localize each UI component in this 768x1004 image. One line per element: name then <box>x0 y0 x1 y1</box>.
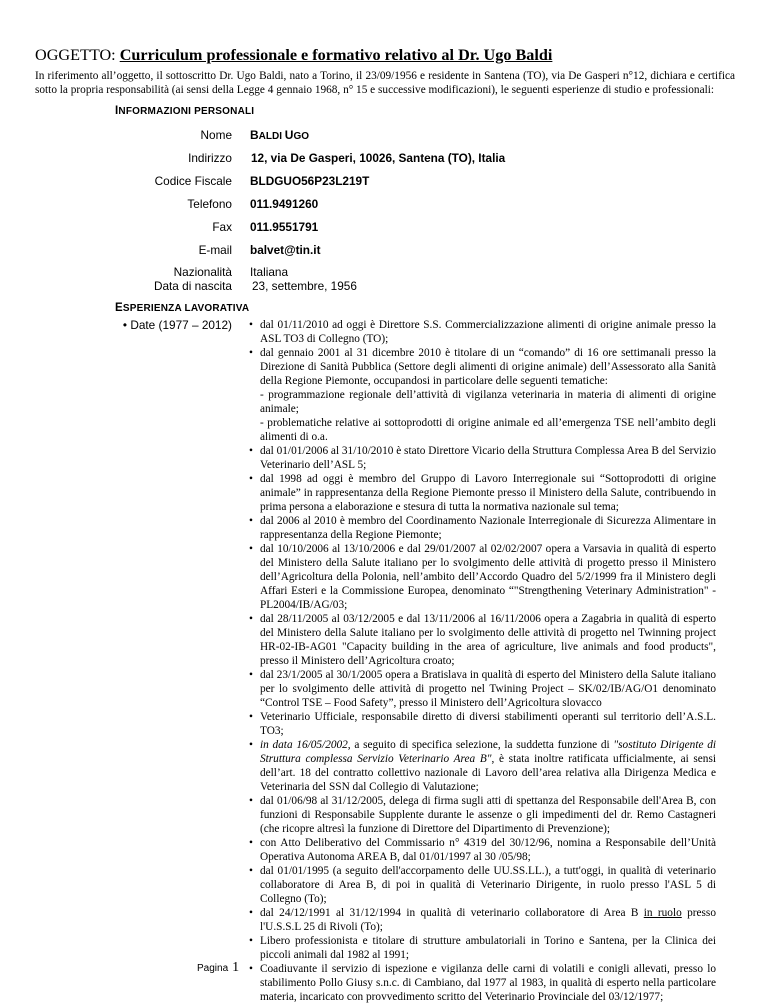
list-item: • dal 2006 al 2010 è membro del Coordinamento Nazionale Interregionale di Sicurezza Alimentare in rappresentanza della Regione Piemonte; <box>249 514 716 542</box>
document-title <box>35 46 552 65</box>
intro-paragraph: In riferimento all’oggetto, il sottoscritto Dr. Ugo Baldi, nato a Torino, il 23/09/1956 e residente in Santena (TO), via De Gasperi n°12, dichiara e certifica sotto la propria responsabilità (ai sensi della Legge 4 gennaio 1968, n° 15 e successive modificazioni), le seguenti esperienze di studio e professionali: <box>35 70 735 96</box>
title-prefix: OGGETTO: <box>35 46 120 64</box>
list-item: • dal 1998 ad oggi è membro del Gruppo di Lavoro Interregionale sui “Sottoprodotti di origine animale” in rappresentanza della Regione Piemonte presso il Ministero della Salute, contribuendo in prima persona a elaborazione e stesura di tutta la normativa nazionale sul tema; <box>249 472 716 514</box>
section-work-heading: ESPERIENZA LAVORATIVA <box>115 302 250 314</box>
label-birth-date: Data di nascita <box>153 279 232 293</box>
label-fax: Fax <box>212 220 232 234</box>
title-subject: Curriculum professionale e formativo relativo al Dr. Ugo Baldi <box>119 46 553 64</box>
value-address: 12, via De Gasperi, 10026, Santena (TO), Italia <box>251 151 506 165</box>
label-email: E-mail <box>198 243 232 257</box>
sub-item: - problematiche relative ai sottoprodotti di origine animale ed all’emergenza TSE nell’ambito degli alimenti di o.a. <box>260 417 716 443</box>
value-birth-date: 23, settembre, 1956 <box>252 279 357 293</box>
label-nationality: Nazionalità <box>173 265 232 279</box>
value-nationality: Italiana <box>250 265 289 279</box>
value-email: balvet@tin.it <box>250 243 321 257</box>
list-item: • dal 01/01/1995 (a seguito dell'accorpamento delle UU.SS.LL.), a tutt'oggi, in qualità di veterinario collaboratore di Area B, di poi in qualità di Veterinario Dirigente, in ruolo presso l'ASL 5 di Collegno (To); <box>249 864 716 906</box>
list-item: • dal 01/01/2006 al 31/10/2010 è stato Direttore Vicario della Struttura Complessa Area B del Servizio Veterinario dell’ASL 5; <box>249 444 716 472</box>
list-item: • dal 28/11/2005 al 03/12/2005 e dal 13/11/2006 al 16/11/2006 opera a Zagabria in qualità di esperto del Ministero della Salute italiano per lo svolgimento delle attività di progetto nel Twinning project HR-02-IB-AG01 "Capacity building in the area of agriculture, live animals and food products", presso il Ministero dell’Agricoltura croato; <box>249 612 716 668</box>
label-address: Indirizzo <box>188 151 232 165</box>
label-work-dates: • Date (1977 – 2012) <box>122 318 232 332</box>
list-item: • dal gennaio 2001 al 31 dicembre 2010 è titolare di un “comando” di 16 ore settimanali presso la Direzione di Sanità Pubblica (Settore degli alimenti di origine animale) dell’Assessorato alla Sanità della Regione Piemonte, occupandosi in particolare delle seguenti tematiche: - programmazione regionale dell’attività di vigilanza veterinaria in materia di alimenti di origine animale; - problematiche relative ai sottoprodotti di origine animale ed all’emergenza TSE nell’ambito degli alimenti di o.a. <box>249 346 716 444</box>
page-footer <box>197 958 239 976</box>
list-item: • Libero professionista e titolare di strutture ambulatoriali in Torino e Santena, per la Clinica dei piccoli animali dal 1982 al 1991; <box>249 934 716 962</box>
list-item: • Veterinario Ufficiale, responsabile diretto di diversi stabilimenti operanti sul territorio dell’A.S.L. TO3; <box>249 710 716 738</box>
sub-item: - programmazione regionale dell’attività di vigilanza veterinaria in materia di alimenti di origine animale; <box>260 389 716 415</box>
work-experience-list <box>249 318 716 1004</box>
list-item: • dal 24/12/1991 al 31/12/1994 in qualità di veterinario collaboratore di Area B in ruolo presso l'U.S.S.L 25 di Rivoli (To); <box>249 906 716 934</box>
section-personal-heading: INFORMAZIONI PERSONALI <box>115 105 255 117</box>
list-item: • dal 01/11/2010 ad oggi è Direttore S.S. Commercializzazione alimenti di origine animale presso la ASL TO3 di Collegno (TO); <box>249 318 716 346</box>
value-fax: 011.9551791 <box>250 220 319 234</box>
label-fiscal-code: Codice Fiscale <box>154 174 232 188</box>
list-item: • dal 23/1/2005 al 30/1/2005 opera a Bratislava in qualità di esperto del Ministero della Salute italiano per lo svolgimento delle attività di progetto nel Twining Project – SK/02/IB/AG/O1 denominato “Control TSE – Food Safety”, presso il Ministero dell’Agricoltura slovacco <box>249 668 716 710</box>
list-item: • dal 10/10/2006 al 13/10/2006 e dal 29/01/2007 al 02/02/2007 opera a Varsavia in qualità di esperto del Ministero della Salute italiano per lo svolgimento delle attività di progetto presso il Ministero dell’Agricoltura della Polonia, nell’ambito dell’Accordo Quadro del 5/2/1999 fra il Ministero degli Affari Esteri e la Commissione Europea, denominato “"Strengthening Veterinary Administration" - PL2004/IB/AG/03; <box>249 542 716 612</box>
value-name: BALDI UGO <box>250 128 310 142</box>
list-item: • Coadiuvante il servizio di ispezione e vigilanza delle carni di volatili e conigli allevati, presso lo stabilimento Pollo Giusy s.n.c. di Cambiano, dal 1977 al 1983, in qualità di esperto nella particolare materia, incaricato con provvedimento scritto del Veterinario Provinciale del 03/12/1977; <box>249 962 716 1004</box>
label-phone: Telefono <box>187 197 232 211</box>
list-item: • in data 16/05/2002, a seguito di specifica selezione, la suddetta funzione di "sostituto Dirigente di Struttura complessa Servizio Veterinario Area B", è stata inoltre ratificata ufficialmente, ai sensi dell’art. 18 del contratto collettivo nazionale di Lavoro dell’area relativa alla Dirigenza Medica e Veterinaria del SSN dal Collegio di Valutazione; <box>249 738 716 794</box>
page-label: Pagina <box>197 963 229 974</box>
label-name: Nome <box>200 128 232 142</box>
value-phone: 011.9491260 <box>250 197 319 211</box>
value-fiscal-code: BLDGUO56P23L219T <box>250 174 370 188</box>
page-number: 1 <box>232 960 240 975</box>
list-item: • con Atto Deliberativo del Commissario n° 4319 del 30/12/96, nomina a Responsabile dell’Unità Operativa Autonoma AREA B, dal 01/01/1997 al 30 /05/98; <box>249 836 716 864</box>
list-item: • dal 01/06/98 al 31/12/2005, delega di firma sugli atti di spettanza del Responsabile dell'Area B, con funzioni di Responsabile Supplente durante le assenze o gli impedimenti del dr. Remo Castagneri (che ricopre altresì la funzione di Direttore del Dipartimento di Prevenzione); <box>249 794 716 836</box>
